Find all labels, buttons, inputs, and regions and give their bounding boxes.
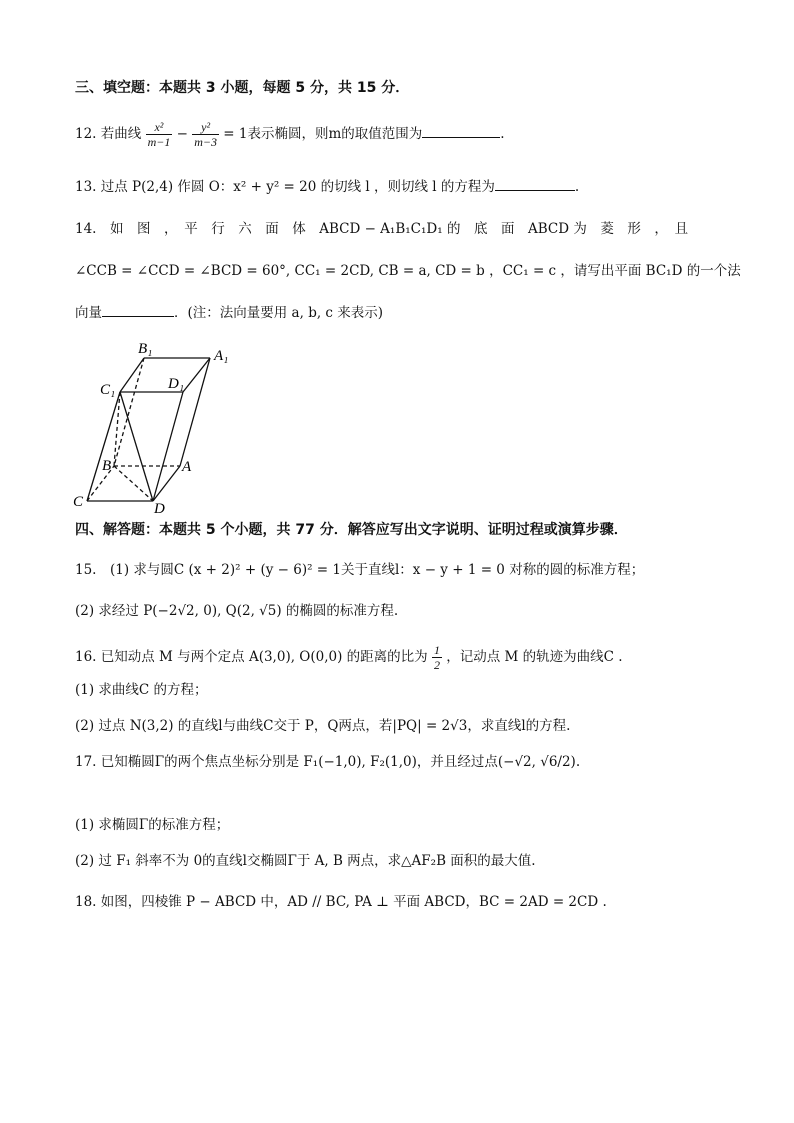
q13-text: 13. 过点 P(2,4) 作圆 O：x² + y² = 20 的切线 l ，则切线 l 的方程为 [75, 179, 495, 195]
edge-c1-b1 [120, 358, 144, 392]
q12-frac2-num: y² [192, 120, 219, 135]
edge-c1-d [120, 392, 153, 501]
q14-line3-end: ．(注：法向量要用 a, b, c 来表示) [174, 305, 384, 321]
question-16-stem [75, 643, 623, 672]
edge-c1-c [87, 392, 120, 501]
label-d: D [154, 501, 165, 517]
q12-tail: = 1表示椭圆，则m的取值范围为 [223, 126, 423, 142]
q12-answer-blank [422, 123, 500, 138]
edge-b1-b [114, 358, 144, 466]
q12-fraction-y [192, 120, 219, 149]
label-a1: A₁ [214, 348, 229, 364]
label-b: B [102, 458, 112, 474]
q12-frac2-den: m−3 [194, 135, 217, 149]
edge-d1-d [153, 392, 183, 501]
question-12 [75, 120, 505, 149]
q15-part2: (2) 求经过 P(−2√2, 0), Q(2, √5) 的椭圆的标准方程. [75, 603, 399, 619]
q12-end: . [500, 126, 505, 142]
q12-frac1-den: m−1 [147, 135, 171, 149]
q15-part1: 15. (1) 求与圆C (x + 2)² + (y − 6)² = 1关于直线l：x − y + 1 = 0 对称的圆的标准方程； [75, 562, 645, 578]
edge-a-d [153, 466, 180, 501]
label-b1: B₁ [138, 341, 153, 357]
q12-fraction-x [146, 120, 173, 149]
q17-part1: (1) 求椭圆Γ的标准方程； [75, 817, 230, 833]
q16-stem-end: ，记动点 M 的轨迹为曲线C . [446, 649, 623, 665]
edge-a1-a [180, 358, 210, 466]
label-c1: C₁ [100, 382, 116, 398]
q13-answer-blank [495, 176, 575, 191]
section4-heading: 四、解答题：本题共 5 个小题，共 77 分．解答应写出文字说明、证明过程或演算步骤． [75, 522, 628, 538]
q16-part1: (1) 求曲线C 的方程； [75, 682, 208, 698]
q16-stem-start: 16. 已知动点 M 与两个定点 A(3,0), O(0,0) 的距离的比为 [75, 649, 428, 665]
q17-stem: 17. 已知椭圆Γ的两个焦点坐标分别是 F₁(−1,0), F₂(1,0)，并且经过点(−√2, √6/2). [75, 754, 581, 770]
label-d1: D₁ [168, 376, 185, 392]
section3-heading: 三、填空题：本题共 3 小题，每题 5 分，共 15 分． [75, 80, 410, 96]
q17-part2: (2) 过 F₁ 斜率不为 0的直线l交椭圆Γ于 A, B 两点，求△AF₂B 面积的最大值. [75, 853, 536, 869]
q13-end: . [574, 179, 580, 195]
q14-answer-blank [102, 302, 174, 317]
q12-minus: − [176, 126, 188, 142]
q14-line3 [75, 302, 383, 323]
q16-part2: (2) 过点 N(3,2) 的直线l与曲线C交于 P，Q两点，若|PQ| = 2√3，求直线l的方程. [75, 718, 571, 734]
q16-ratio-num: 1 [433, 643, 440, 657]
q14-line3-start: 向量 [75, 305, 102, 321]
label-a: A [182, 459, 192, 475]
q14-line2: ∠CCB = ∠CCD = ∠BCD = 60°, CC₁ = 2CD, CB = a, CD = b ，CC₁ = c ，请写出平面 BC₁D 的一个法 [75, 263, 741, 279]
q12-frac1-num: x² [146, 120, 173, 135]
question-13 [75, 176, 579, 197]
q16-ratio-den: 2 [433, 658, 440, 672]
q16-ratio [432, 643, 442, 672]
q18-stem: 18. 如图，四棱锥 P − ABCD 中，AD // BC, PA ⊥ 平面 ABCD，BC = 2AD = 2CD . [75, 894, 607, 910]
parallelepiped-figure [70, 338, 250, 518]
q14-line1: 14. 如 图 ， 平 行 六 面 体 ABCD − A₁B₁C₁D₁ 的 底 面 ABCD 为 菱 形 ， 且 [75, 221, 689, 237]
q12-label: 12. 若曲线 [75, 126, 142, 142]
label-c: C [73, 494, 84, 510]
